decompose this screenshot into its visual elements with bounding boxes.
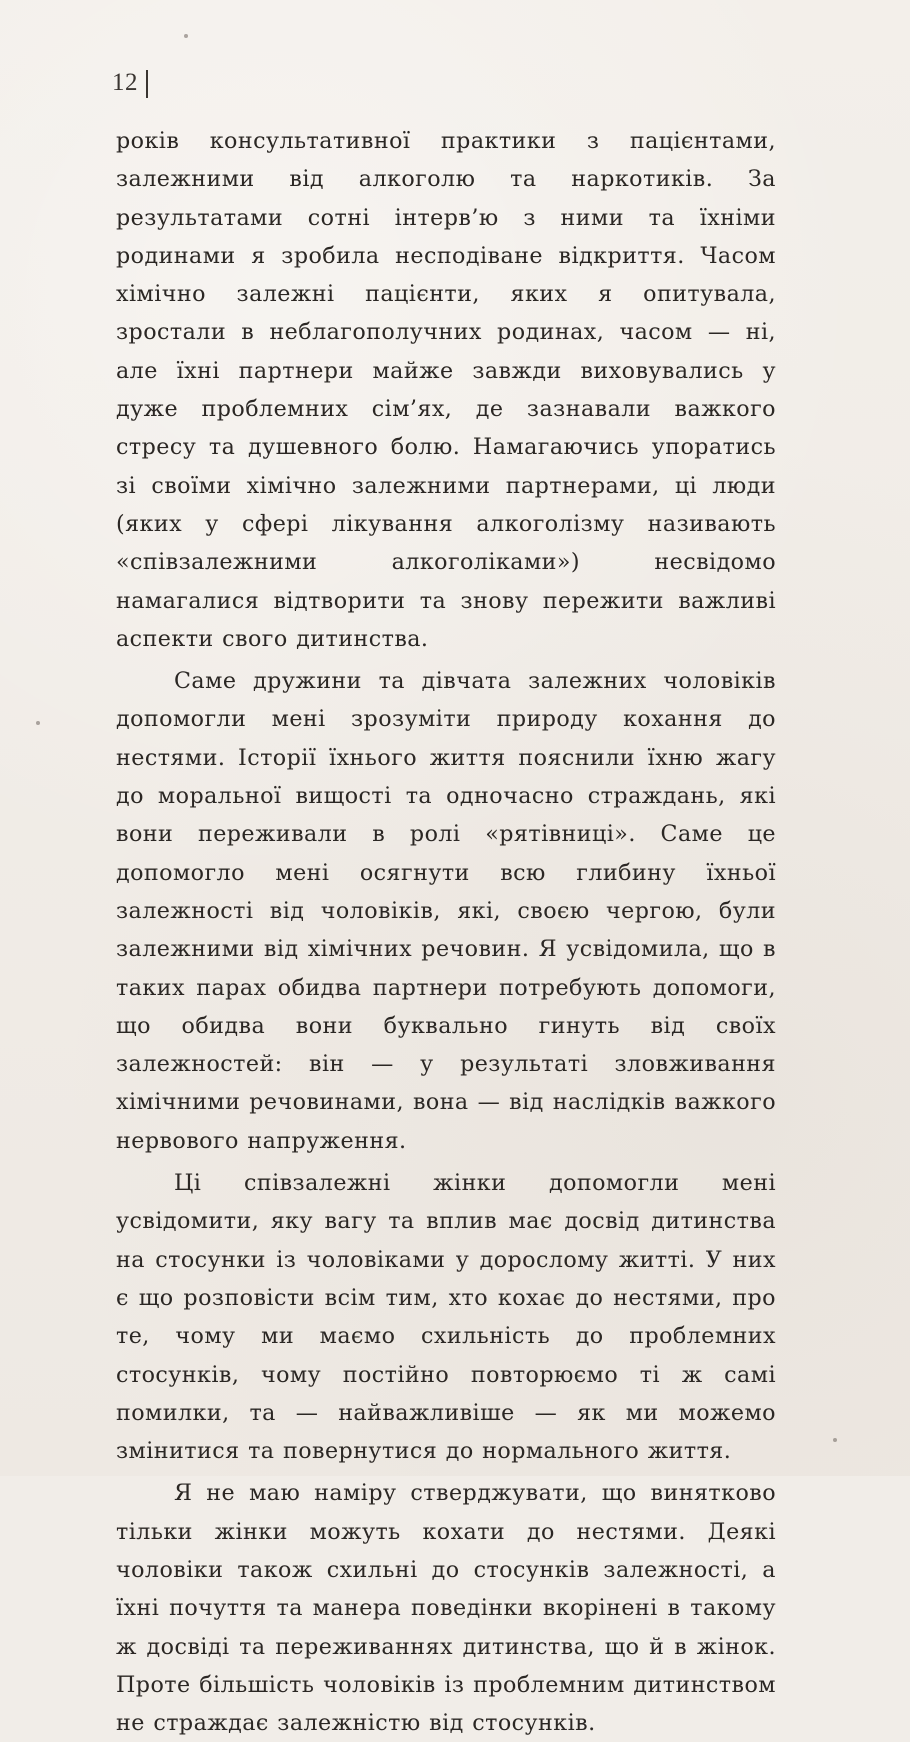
body-text bbox=[116, 122, 776, 1742]
paper-speck bbox=[184, 34, 188, 38]
header-divider bbox=[146, 70, 148, 98]
paper-speck bbox=[36, 721, 40, 725]
paragraph-3: Ці співзалежні жінки допомогли мені усвідомити, яку вагу та вплив має досвід дитинства на стосунки із чоловіками у дорослому житті. У них є що розповісти всім тим, хто кохає до нестями, про те, чому ми маємо схильність до проблемних стосунків, чому постійно повторюємо ті ж самі помилки, та — найважливіше — як ми можемо змінитися та повернутися до нормального життя. bbox=[116, 1170, 776, 1465]
paragraph-1: років консультативної практики з пацієнтами, залежними від алкоголю та наркотиків. За результатами сотні інтерв’ю з ними та їхніми родинами я зробила несподіване відкриття. Часом хімічно залежні пацієнти, яких я опитувала, зростали в неблагополучних родинах, часом — ні, але їхні партнери майже завжди виховувались у дуже проблемних сім’ях, де зазнавали важкого стресу та душевного болю. Намагаючись упоратись зі своїми хімічно залежними партнерами, ці люди (яких у сфері лікування алкоголізму називають «співзалежними алкоголіками») несвідомо намагалися відтворити та знову пережити важливі аспекти свого дитинства. bbox=[116, 128, 776, 652]
paragraph-2: Саме дружини та дівчата залежних чоловіків допомогли мені зрозуміти природу кохання до нестями. Історії їхнього життя пояснили їхню жагу до моральної вищості та одночасно страждань, які вони переживали в ролі «рятівниці». Саме це допомогло мені осягнути всю глибину їхньої залежності від чоловіків, які, своєю чергою, були залежними від хімічних речовин. Я усвідомила, що в таких парах обидва партнери потребують допомоги, що обидва вони буквально гинуть від своїх залежностей: він — у результаті зловживання хімічними речовинами, вона — від наслідків важкого нервового напруження. bbox=[116, 668, 776, 1154]
paper-speck bbox=[833, 1438, 837, 1442]
paragraph-4: Я не маю наміру стверджувати, що винятково тільки жінки можуть кохати до нестями. Деякі чоловіки також схильні до стосунків залежності, а їхні почуття та манера поведінки вкорінені в такому ж досвіді та переживаннях дитинства, що й в жінок. Проте більшість чоловіків із проблемним дитинством не страждає залежністю від стосунків. bbox=[116, 1480, 776, 1737]
page-number: 12 bbox=[112, 69, 138, 96]
page-header bbox=[112, 68, 148, 98]
